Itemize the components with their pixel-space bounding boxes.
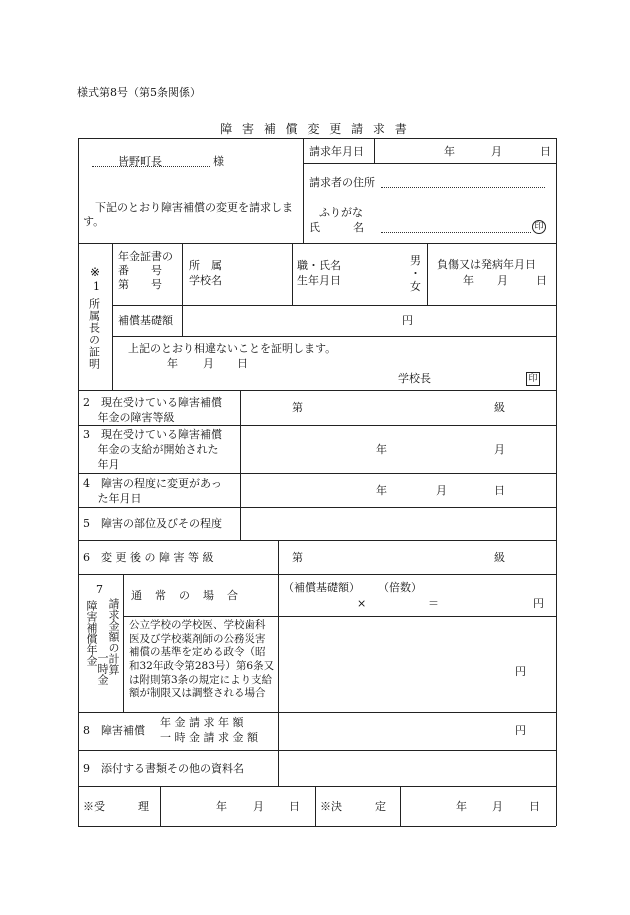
row8-line2: 一 時 金 請 求 金 額 xyxy=(160,731,258,744)
request-date-label: 請求年月日 xyxy=(309,145,364,158)
position-name-label: 職・氏名 生年月日 xyxy=(297,259,341,287)
address-field[interactable] xyxy=(381,187,545,188)
section7-side-label-3: 一時金 xyxy=(96,652,109,685)
row8-label: 8 障害補償 xyxy=(83,724,145,737)
special-case-text: 公立学校の学校医、学校歯科医及び学校薬剤師の公務災害補償の基準を定める政令（昭和32年政令第283号）第6条又は附則第3条の規定により支給額が制限又は調整される場合 xyxy=(129,619,275,700)
seal-icon: 印 xyxy=(532,220,546,234)
gender-female: 女 xyxy=(410,280,421,293)
row4-label: 4 障害の程度に変更があっ た年月日 xyxy=(83,477,222,505)
base-amount-label: 補償基礎額 xyxy=(118,314,173,327)
normal-case-label: 通 常 の 場 合 xyxy=(131,589,239,602)
furigana-label: ふりがな xyxy=(319,206,363,219)
row6-label: 6 変 更 後 の 障 害 等 級 xyxy=(83,551,214,564)
form-title: 障 害 補 償 変 更 請 求 書 xyxy=(220,122,410,136)
section1-side-label: 所属長の証明 xyxy=(87,298,101,370)
addressee: 皆野町長 xyxy=(118,155,162,168)
request-text: 下記のとおり障害補償の変更を請求します。 xyxy=(83,201,293,229)
address-label: 請求者の住所 xyxy=(309,176,375,189)
section7-number: 7 xyxy=(96,583,103,596)
section7-side-label-2: 請求金額の計算 xyxy=(107,598,120,675)
row2-label: 2 現在受けている障害補償 年金の障害等級 xyxy=(83,396,222,424)
name-field[interactable] xyxy=(381,232,531,233)
row8-line1: 年 金 請 求 年 額 xyxy=(160,716,244,729)
affiliation-label: 所 属 学校名 xyxy=(189,259,222,287)
name-label: 氏 名 xyxy=(309,221,364,234)
base-amount-header: （補償基礎額） xyxy=(283,581,360,594)
section7-side-label-1: 障害補償年金 xyxy=(85,600,98,666)
gender-male: 男 xyxy=(410,254,421,267)
principal-label: 学校長 xyxy=(398,372,431,385)
decision-label: ※決 定 xyxy=(320,800,386,813)
form-number: 様式第8号（第5条関係） xyxy=(77,86,201,99)
pension-cert-label: 年金証書の 番 号 第 号 xyxy=(118,250,173,291)
receipt-label: ※受 理 xyxy=(83,800,149,813)
gender-dot: ・ xyxy=(410,267,421,280)
certify-text: 上記のとおり相違ないことを証明します。 xyxy=(128,342,337,355)
addressee-suffix: 様 xyxy=(213,155,224,168)
principal-seal-icon: 印 xyxy=(526,372,540,386)
row3-label: 3 現在受けている障害補償 年金の支給が開始された 年月 xyxy=(83,428,222,471)
section1-marker: ※ xyxy=(90,265,101,279)
row9-label: 9 添付する書類その他の資料名 xyxy=(83,762,244,775)
injury-date-label: 負傷又は発病年月日 xyxy=(437,258,536,271)
row5-label: 5 障害の部位及びその程度 xyxy=(83,517,222,530)
multiplier-header: （倍数） xyxy=(378,581,422,594)
section1-number: 1 xyxy=(93,280,100,293)
